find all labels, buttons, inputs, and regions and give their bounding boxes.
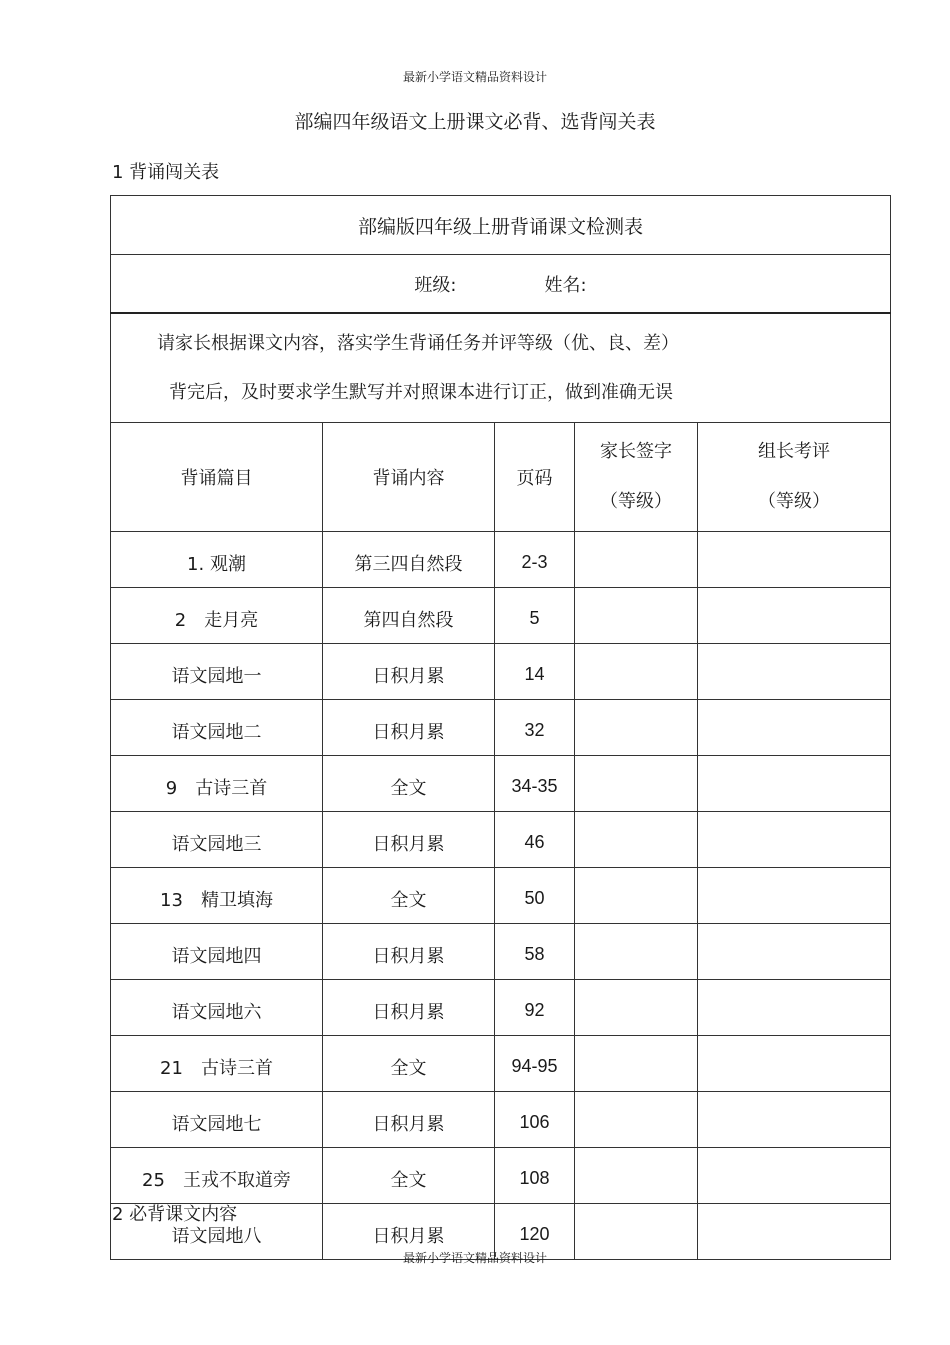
table-row bbox=[111, 644, 891, 700]
parent-signature-cell[interactable] bbox=[575, 868, 698, 924]
page-cell: 106 bbox=[495, 1092, 575, 1148]
content-cell: 日积月累 bbox=[323, 924, 495, 980]
header-page: 页码 bbox=[495, 423, 575, 532]
student-name-label: 姓名: bbox=[544, 274, 587, 296]
table-title: 部编版四年级上册背诵课文检测表 bbox=[111, 196, 891, 255]
page-cell: 108 bbox=[495, 1148, 575, 1204]
table-row bbox=[111, 980, 891, 1036]
page-cell: 34-35 bbox=[495, 756, 575, 812]
parent-signature-cell[interactable] bbox=[575, 980, 698, 1036]
header-leader-grade: （等级） bbox=[758, 491, 830, 512]
content-cell: 日积月累 bbox=[323, 980, 495, 1036]
parent-signature-cell[interactable] bbox=[575, 924, 698, 980]
table-row bbox=[111, 700, 891, 756]
table-row bbox=[111, 924, 891, 980]
header-leader-label: 组长考评 bbox=[758, 441, 830, 462]
document-title: 部编四年级语文上册课文必背、选背闯关表 bbox=[294, 111, 656, 133]
leader-review-cell[interactable] bbox=[698, 1148, 891, 1204]
leader-review-cell[interactable] bbox=[698, 532, 891, 588]
page-cell: 46 bbox=[495, 812, 575, 868]
page-cell: 32 bbox=[495, 700, 575, 756]
header-parent-grade: （等级） bbox=[600, 491, 672, 512]
content-cell: 全文 bbox=[323, 756, 495, 812]
instruction-row bbox=[111, 313, 891, 423]
table-row bbox=[111, 868, 891, 924]
header-content: 背诵内容 bbox=[323, 423, 495, 532]
page-cell: 120 bbox=[495, 1204, 575, 1260]
parent-signature-cell[interactable] bbox=[575, 756, 698, 812]
piece-cell: 21 古诗三首 bbox=[111, 1036, 323, 1092]
leader-review-cell[interactable] bbox=[698, 812, 891, 868]
table-row bbox=[111, 756, 891, 812]
table-row bbox=[111, 1036, 891, 1092]
page-cell: 2-3 bbox=[495, 532, 575, 588]
instruction-line-1: 请家长根据课文内容，落实学生背诵任务并评等级（优、良、差） bbox=[157, 333, 679, 354]
page-header-note: 最新小学语文精品资料设计 bbox=[402, 70, 547, 84]
content-cell: 日积月累 bbox=[323, 700, 495, 756]
table-row bbox=[111, 532, 891, 588]
piece-cell: 语文园地八 bbox=[111, 1204, 323, 1260]
piece-cell: 13 精卫填海 bbox=[111, 868, 323, 924]
header-parent-signature bbox=[575, 423, 698, 532]
parent-signature-cell[interactable] bbox=[575, 1036, 698, 1092]
piece-cell: 语文园地七 bbox=[111, 1092, 323, 1148]
content-cell: 日积月累 bbox=[323, 1204, 495, 1260]
piece-cell: 语文园地六 bbox=[111, 980, 323, 1036]
section-heading-recitation-table: 1 背诵闯关表 bbox=[112, 162, 220, 183]
content-cell: 全文 bbox=[323, 1036, 495, 1092]
class-label: 班级: bbox=[414, 274, 457, 296]
content-cell: 日积月累 bbox=[323, 812, 495, 868]
table-row bbox=[111, 588, 891, 644]
header-leader-review bbox=[698, 423, 891, 532]
recitation-check-table bbox=[110, 195, 891, 1260]
page-footer-note: 最新小学语文精品资料设计 bbox=[402, 1251, 547, 1265]
piece-cell: 语文园地四 bbox=[111, 924, 323, 980]
piece-cell: 2 走月亮 bbox=[111, 588, 323, 644]
piece-cell: 语文园地三 bbox=[111, 812, 323, 868]
piece-cell: 9 古诗三首 bbox=[111, 756, 323, 812]
piece-cell: 1. 观潮 bbox=[111, 532, 323, 588]
piece-cell: 语文园地一 bbox=[111, 644, 323, 700]
leader-review-cell[interactable] bbox=[698, 980, 891, 1036]
header-piece: 背诵篇目 bbox=[111, 423, 323, 532]
table-title-row bbox=[111, 196, 891, 255]
parent-signature-cell[interactable] bbox=[575, 588, 698, 644]
instruction-line-2: 背完后，及时要求学生默写并对照课本进行订正，做到准确无误 bbox=[169, 382, 673, 403]
header-parent-label: 家长签字 bbox=[600, 441, 672, 462]
parent-signature-cell[interactable] bbox=[575, 532, 698, 588]
content-cell: 日积月累 bbox=[323, 644, 495, 700]
page-cell: 58 bbox=[495, 924, 575, 980]
table-row bbox=[111, 1148, 891, 1204]
piece-cell: 25 王戎不取道旁 bbox=[111, 1148, 323, 1204]
parent-signature-cell[interactable] bbox=[575, 700, 698, 756]
parent-signature-cell[interactable] bbox=[575, 812, 698, 868]
leader-review-cell[interactable] bbox=[698, 924, 891, 980]
content-cell: 日积月累 bbox=[323, 1092, 495, 1148]
page-cell: 50 bbox=[495, 868, 575, 924]
leader-review-cell[interactable] bbox=[698, 1092, 891, 1148]
content-cell: 第三四自然段 bbox=[323, 532, 495, 588]
leader-review-cell[interactable] bbox=[698, 756, 891, 812]
content-cell: 全文 bbox=[323, 1148, 495, 1204]
leader-review-cell[interactable] bbox=[698, 868, 891, 924]
content-cell: 全文 bbox=[323, 868, 495, 924]
parent-signature-cell[interactable] bbox=[575, 644, 698, 700]
page-cell: 14 bbox=[495, 644, 575, 700]
piece-cell: 语文园地二 bbox=[111, 700, 323, 756]
section-heading-required-texts: 2 必背课文内容 bbox=[112, 1204, 238, 1225]
page-cell: 92 bbox=[495, 980, 575, 1036]
leader-review-cell[interactable] bbox=[698, 644, 891, 700]
class-name-row bbox=[111, 255, 891, 314]
table-row bbox=[111, 1092, 891, 1148]
column-header-row bbox=[111, 423, 891, 532]
page-cell: 5 bbox=[495, 588, 575, 644]
table-row bbox=[111, 812, 891, 868]
leader-review-cell[interactable] bbox=[698, 1036, 891, 1092]
content-cell: 第四自然段 bbox=[323, 588, 495, 644]
parent-signature-cell[interactable] bbox=[575, 1148, 698, 1204]
parent-signature-cell[interactable] bbox=[575, 1092, 698, 1148]
page-cell: 94-95 bbox=[495, 1036, 575, 1092]
leader-review-cell[interactable] bbox=[698, 700, 891, 756]
leader-review-cell[interactable] bbox=[698, 588, 891, 644]
